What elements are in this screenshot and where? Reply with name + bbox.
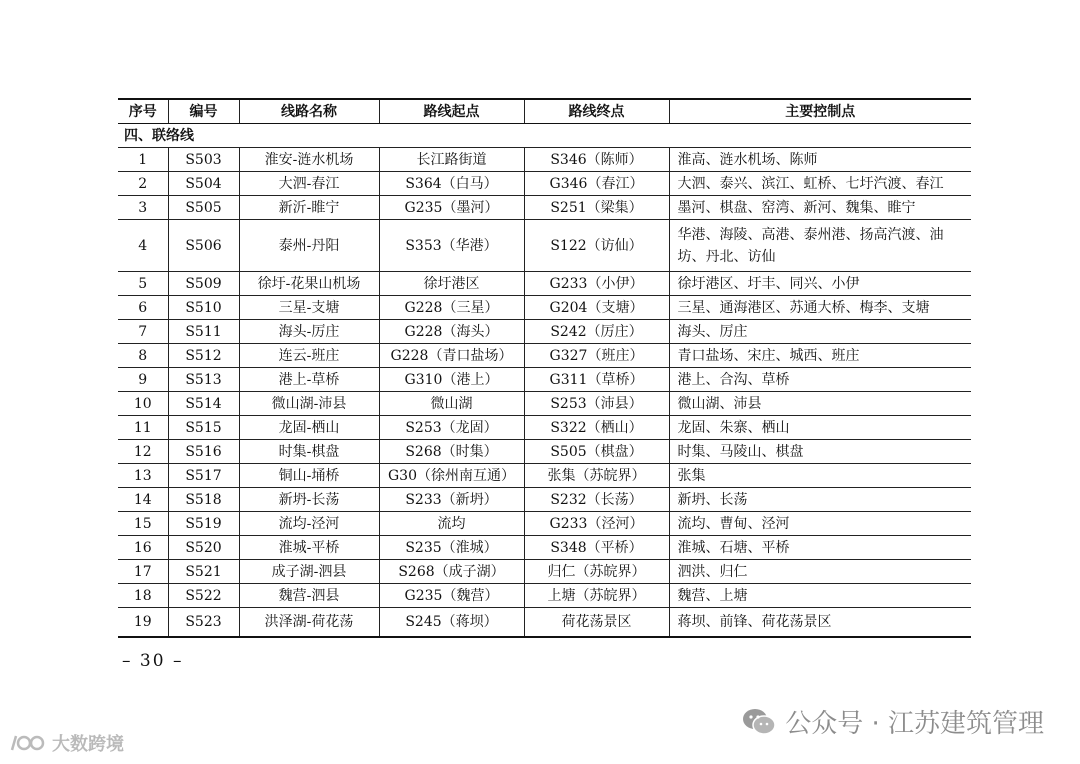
row-code: S523	[168, 608, 239, 638]
row-control-points: 魏营、上塘	[669, 584, 971, 608]
row-route-name: 新沂-睢宁	[239, 196, 379, 220]
row-code: S518	[168, 488, 239, 512]
row-route-name: 大泗-春江	[239, 172, 379, 196]
row-start-point: 流均	[379, 512, 524, 536]
row-code: S503	[168, 148, 239, 172]
table-header	[118, 99, 971, 124]
row-control-points: 新坍、长荡	[669, 488, 971, 512]
row-start-point: S268（时集）	[379, 440, 524, 464]
row-code: S511	[168, 320, 239, 344]
row-start-point: S233（新坍）	[379, 488, 524, 512]
row-control-points: 港上、合沟、草桥	[669, 368, 971, 392]
row-start-point: S235（淮城）	[379, 536, 524, 560]
row-start-point: G310（港上）	[379, 368, 524, 392]
header-code: 编号	[168, 99, 239, 124]
row-route-name: 淮城-平桥	[239, 536, 379, 560]
row-control-points: 徐圩港区、圩丰、同兴、小伊	[669, 272, 971, 296]
table-row	[118, 464, 971, 488]
row-route-name: 龙固-栖山	[239, 416, 379, 440]
row-start-point: G235（魏营）	[379, 584, 524, 608]
row-route-name: 连云-班庄	[239, 344, 379, 368]
row-route-name: 三星-支塘	[239, 296, 379, 320]
site-watermark-text: 大数跨境	[52, 734, 124, 755]
row-code: S512	[168, 344, 239, 368]
row-end-point: S232（长荡）	[524, 488, 669, 512]
row-end-point: S505（棋盘）	[524, 440, 669, 464]
row-route-name: 微山湖-沛县	[239, 392, 379, 416]
section-row	[118, 124, 971, 148]
page-number: – 30 –	[122, 651, 184, 671]
row-end-point: G204（支塘）	[524, 296, 669, 320]
row-end-point: S253（沛县）	[524, 392, 669, 416]
row-end-point: 归仁（苏皖界）	[524, 560, 669, 584]
row-route-name: 泰州-丹阳	[239, 220, 379, 272]
row-control-points: 三星、通海港区、苏通大桥、梅李、支塘	[669, 296, 971, 320]
header-row	[118, 99, 971, 124]
row-end-point: G233（小伊）	[524, 272, 669, 296]
table-row	[118, 440, 971, 464]
row-control-points: 时集、马陵山、棋盘	[669, 440, 971, 464]
table-body	[118, 124, 971, 638]
wechat-watermark-text: 公众号 · 江苏建筑管理	[785, 709, 1044, 739]
row-control-points: 流均、曹甸、泾河	[669, 512, 971, 536]
row-control-points: 淮城、石塘、平桥	[669, 536, 971, 560]
row-control-points: 龙固、朱寨、栖山	[669, 416, 971, 440]
header-seq: 序号	[118, 99, 168, 124]
row-end-point: G327（班庄）	[524, 344, 669, 368]
row-start-point: 微山湖	[379, 392, 524, 416]
row-code: S515	[168, 416, 239, 440]
row-seq: 13	[118, 464, 168, 488]
table-row	[118, 368, 971, 392]
header-route-name: 线路名称	[239, 99, 379, 124]
row-control-points: 蒋坝、前锋、荷花荡景区	[669, 608, 971, 638]
table-row	[118, 220, 971, 272]
row-end-point: S242（厉庄）	[524, 320, 669, 344]
row-end-point: S122（访仙）	[524, 220, 669, 272]
table-row	[118, 172, 971, 196]
section-title: 四、联络线	[118, 124, 971, 148]
row-route-name: 铜山-埇桥	[239, 464, 379, 488]
header-end-point: 路线终点	[524, 99, 669, 124]
row-seq: 14	[118, 488, 168, 512]
row-seq: 15	[118, 512, 168, 536]
table-row	[118, 488, 971, 512]
table-row	[118, 392, 971, 416]
row-seq: 4	[118, 220, 168, 272]
row-code: S520	[168, 536, 239, 560]
row-end-point: S322（栖山）	[524, 416, 669, 440]
row-control-points: 大泗、泰兴、滨江、虹桥、七圩汽渡、春江	[669, 172, 971, 196]
row-seq: 9	[118, 368, 168, 392]
wechat-icon	[741, 707, 777, 737]
row-end-point: G346（春江）	[524, 172, 669, 196]
row-control-points: 张集	[669, 464, 971, 488]
table-row	[118, 296, 971, 320]
row-end-point: G233（泾河）	[524, 512, 669, 536]
row-start-point: S353（华港）	[379, 220, 524, 272]
row-end-point: G311（草桥）	[524, 368, 669, 392]
row-end-point: S346（陈师）	[524, 148, 669, 172]
row-control-points: 华港、海陵、高港、泰州港、扬高汽渡、油坊、丹北、访仙	[669, 220, 971, 272]
row-seq: 2	[118, 172, 168, 196]
row-code: S505	[168, 196, 239, 220]
row-start-point: G228（三星）	[379, 296, 524, 320]
row-route-name: 港上-草桥	[239, 368, 379, 392]
table-row	[118, 608, 971, 638]
row-seq: 5	[118, 272, 168, 296]
row-control-points: 微山湖、沛县	[669, 392, 971, 416]
row-start-point: S253（龙固）	[379, 416, 524, 440]
site-watermark	[8, 730, 124, 756]
row-code: S506	[168, 220, 239, 272]
row-end-point: S251（梁集）	[524, 196, 669, 220]
row-route-name: 时集-棋盘	[239, 440, 379, 464]
row-route-name: 徐圩-花果山机场	[239, 272, 379, 296]
row-seq: 12	[118, 440, 168, 464]
header-start-point: 路线起点	[379, 99, 524, 124]
row-route-name: 洪泽湖-荷花荡	[239, 608, 379, 638]
row-code: S504	[168, 172, 239, 196]
row-control-points: 泗洪、归仁	[669, 560, 971, 584]
table-row	[118, 148, 971, 172]
row-seq: 17	[118, 560, 168, 584]
road-table	[118, 98, 971, 638]
row-seq: 8	[118, 344, 168, 368]
table-row	[118, 196, 971, 220]
row-start-point: S268（成子湖）	[379, 560, 524, 584]
row-start-point: 徐圩港区	[379, 272, 524, 296]
row-code: S516	[168, 440, 239, 464]
row-start-point: G228（青口盐场）	[379, 344, 524, 368]
row-control-points: 青口盐场、宋庄、城西、班庄	[669, 344, 971, 368]
row-route-name: 海头-厉庄	[239, 320, 379, 344]
row-end-point: 张集（苏皖界）	[524, 464, 669, 488]
row-end-point: 荷花荡景区	[524, 608, 669, 638]
row-code: S517	[168, 464, 239, 488]
row-seq: 6	[118, 296, 168, 320]
row-seq: 10	[118, 392, 168, 416]
row-code: S509	[168, 272, 239, 296]
row-start-point: S364（白马）	[379, 172, 524, 196]
row-route-name: 魏营-泗县	[239, 584, 379, 608]
table-row	[118, 416, 971, 440]
row-start-point: G235（墨河）	[379, 196, 524, 220]
row-seq: 1	[118, 148, 168, 172]
row-end-point: 上塘（苏皖界）	[524, 584, 669, 608]
row-end-point: S348（平桥）	[524, 536, 669, 560]
table-row	[118, 512, 971, 536]
row-start-point: G228（海头）	[379, 320, 524, 344]
table-row	[118, 560, 971, 584]
row-start-point: 长江路街道	[379, 148, 524, 172]
table-row	[118, 584, 971, 608]
row-seq: 11	[118, 416, 168, 440]
row-seq: 7	[118, 320, 168, 344]
row-code: S514	[168, 392, 239, 416]
row-route-name: 成子湖-泗县	[239, 560, 379, 584]
row-seq: 19	[118, 608, 168, 638]
row-route-name: 流均-泾河	[239, 512, 379, 536]
row-control-points: 墨河、棋盘、窑湾、新河、魏集、睢宁	[669, 196, 971, 220]
table-row	[118, 536, 971, 560]
logo-icon	[8, 732, 48, 754]
row-control-points: 淮高、涟水机场、陈师	[669, 148, 971, 172]
wechat-watermark	[741, 703, 1044, 740]
table-row	[118, 344, 971, 368]
row-route-name: 淮安-涟水机场	[239, 148, 379, 172]
row-seq: 18	[118, 584, 168, 608]
table-row	[118, 272, 971, 296]
row-route-name: 新坍-长荡	[239, 488, 379, 512]
header-control-points: 主要控制点	[669, 99, 971, 124]
table-row	[118, 320, 971, 344]
row-code: S521	[168, 560, 239, 584]
row-code: S510	[168, 296, 239, 320]
row-seq: 3	[118, 196, 168, 220]
row-control-points: 海头、厉庄	[669, 320, 971, 344]
row-start-point: G30（徐州南互通）	[379, 464, 524, 488]
row-code: S522	[168, 584, 239, 608]
row-code: S513	[168, 368, 239, 392]
row-seq: 16	[118, 536, 168, 560]
row-start-point: S245（蒋坝）	[379, 608, 524, 638]
row-code: S519	[168, 512, 239, 536]
